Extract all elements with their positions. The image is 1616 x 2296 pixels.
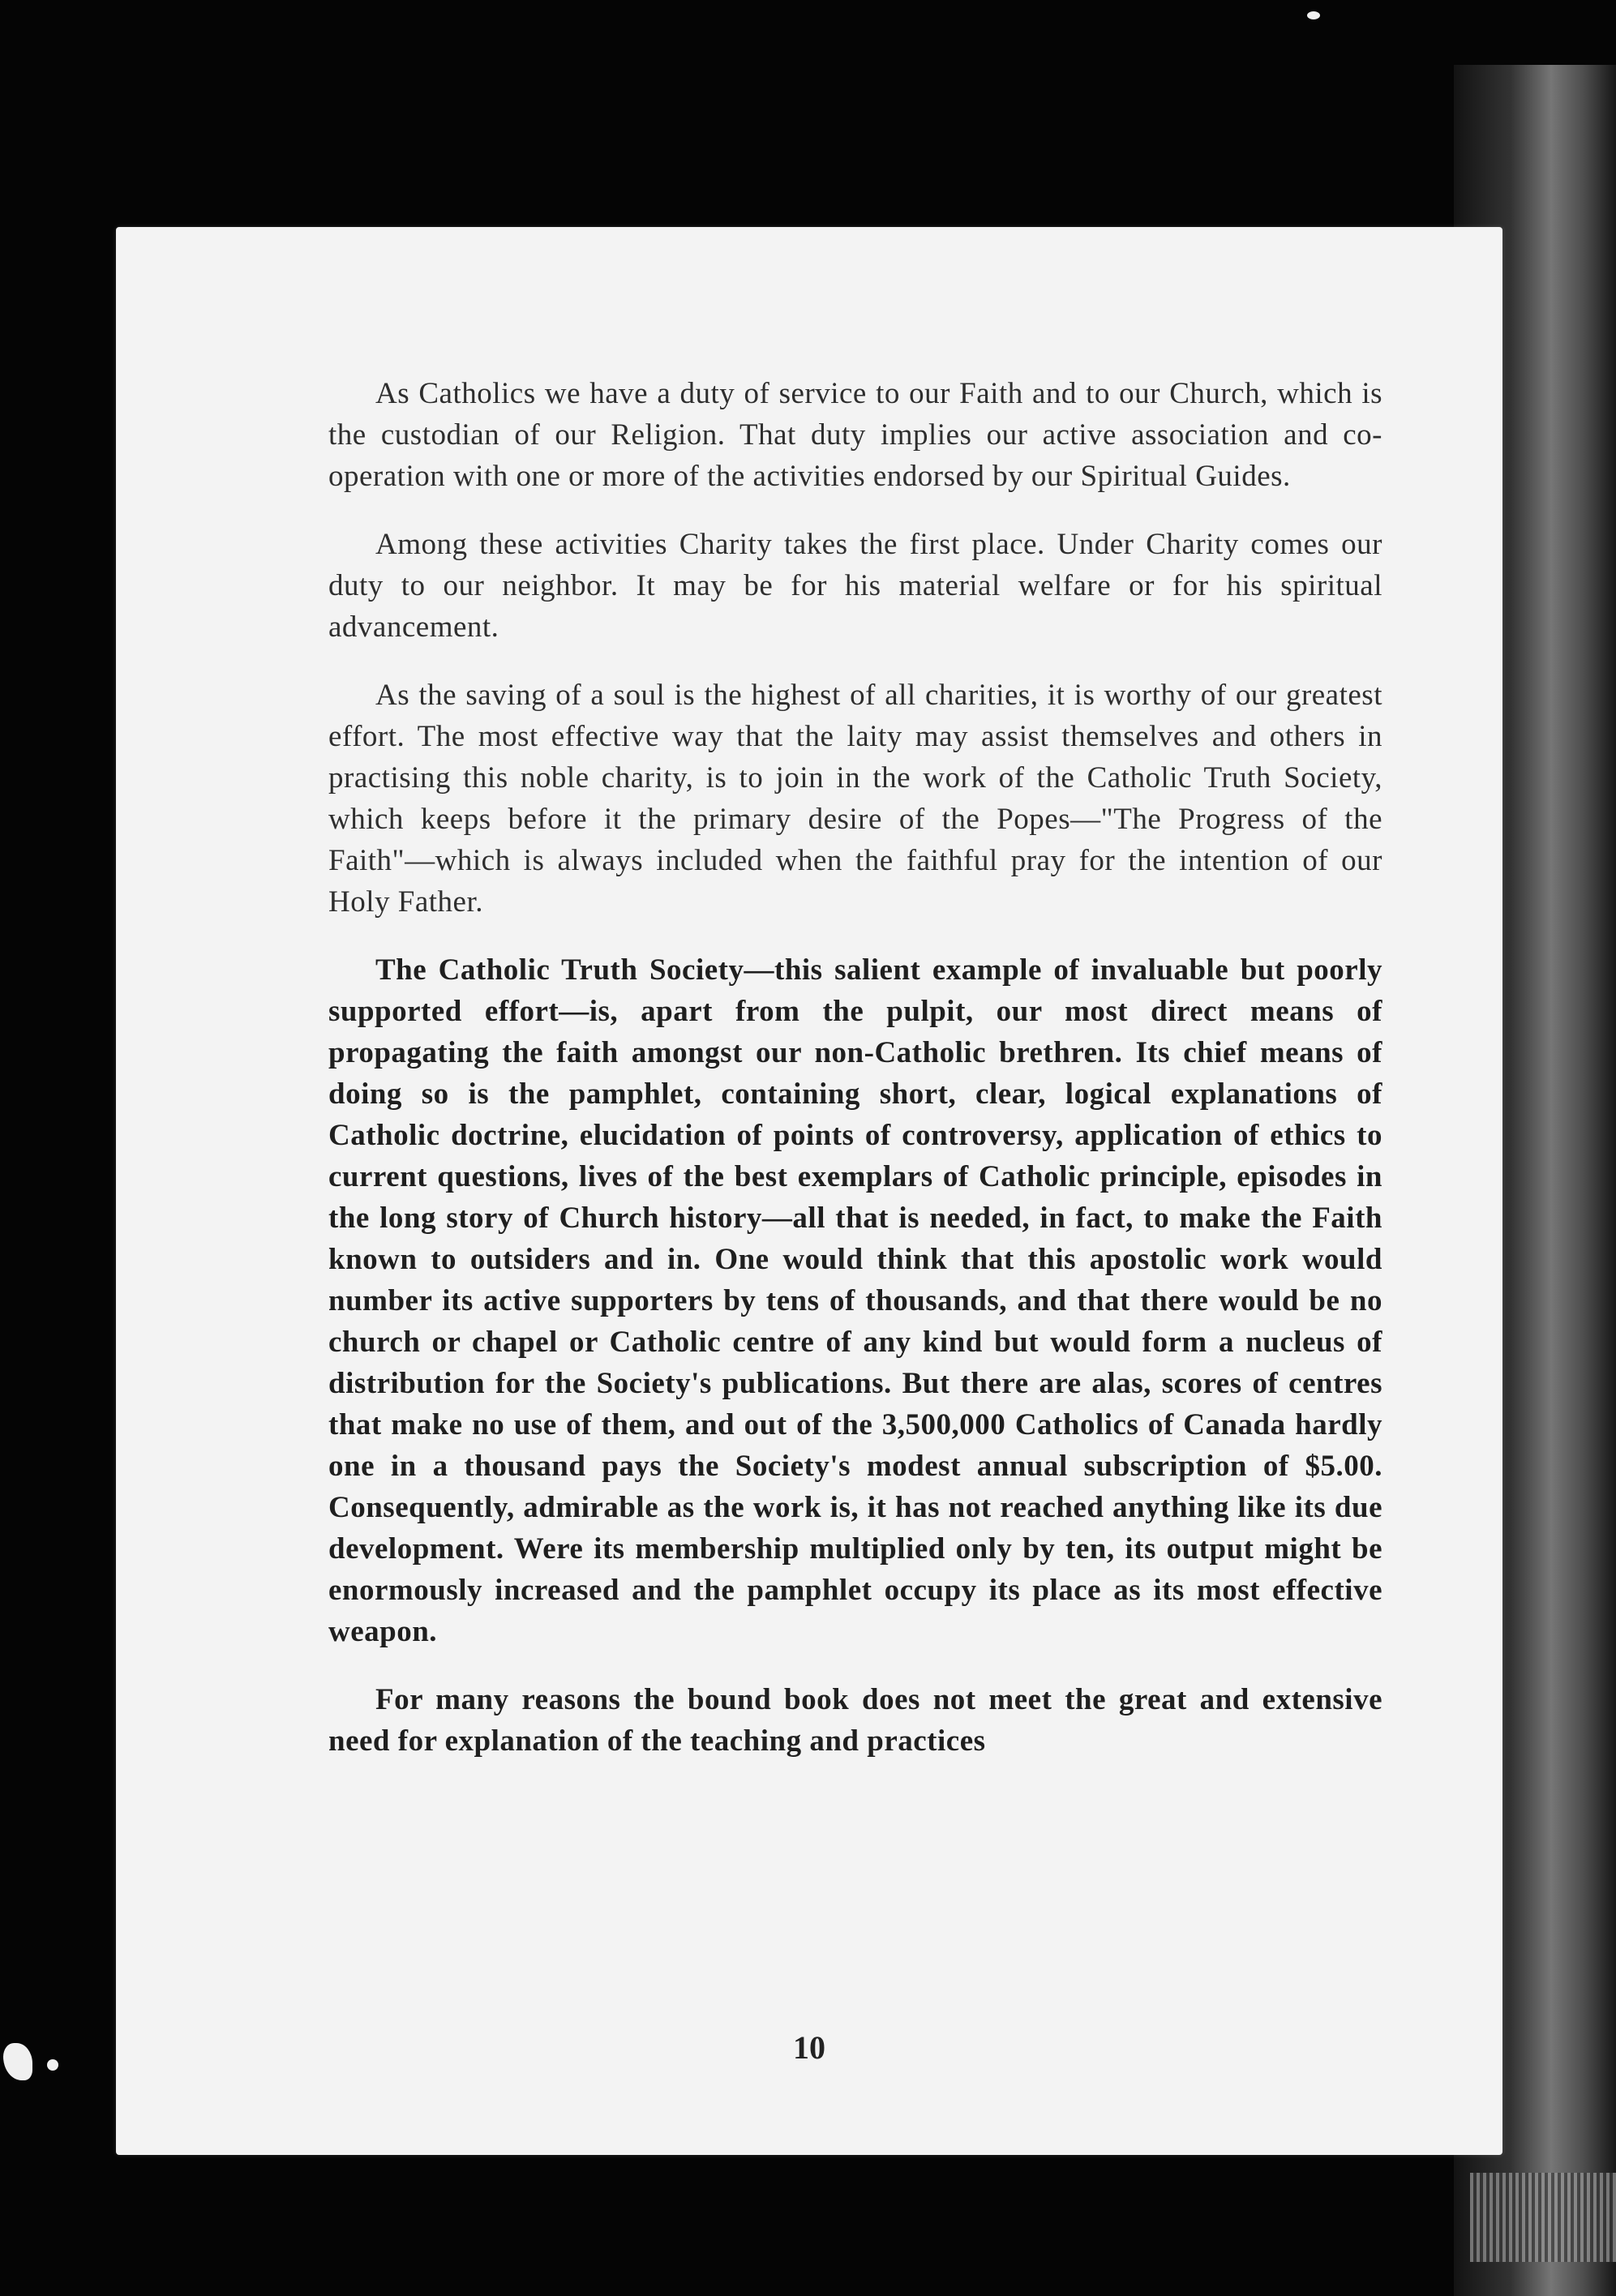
- scan-speck: [1307, 11, 1320, 19]
- scan-edge-band: [1470, 2173, 1616, 2262]
- scan-speck: [3, 2043, 32, 2080]
- document-page: [116, 227, 1502, 2155]
- paragraph: Among these activities Charity takes the first place. Under Charity comes our duty to our neighbor. It may be for his material welfare or for his spiritual advancement.: [328, 528, 1382, 644]
- page-number: 10: [793, 2029, 825, 2066]
- paragraph: As the saving of a soul is the highest of all charities, it is worthy of our greatest effort. The most effective way that the laity may assist themselves and others in practising this noble charity, is to join in the work of the Catholic Truth Society, which keeps before it the primary desire of the Popes—"The Progress of the Faith"—which is always included when the faithful pray for the intention of our Holy Father.: [328, 679, 1382, 919]
- paragraph: For many reasons the bound book does not meet the great and extensive need for explanation of the teaching and practices: [328, 1683, 1382, 1758]
- paragraph: As Catholics we have a duty of service to our Faith and to our Church, which is the custodian of our Religion. That duty implies our active association and co-operation with one or more of the activities endorsed by our Spiritual Guides.: [328, 377, 1382, 493]
- paragraph: The Catholic Truth Society—this salient example of invaluable but poorly supported effort—is, apart from the pulpit, our most direct means of propagating the faith amongst our non-Catholic brethren. Its chief means of doing so is the pamphlet, containing short, clear, logical explanations of Catholic doctrine, elucidation of points of controversy, application of ethics to current questions, lives of the best exemplars of Catholic principle, episodes in the long story of Church history—all that is needed, in fact, to make the Faith known to outsiders and in. One would think that this apostolic work would number its active supporters by tens of thousands, and that there would be no church or chapel or Catholic centre of any kind but would form a nucleus of distribution for the Society's publications. But there are alas, scores of centres that make no use of them, and out of the 3,500,000 Catholics of Canada hardly one in a thousand pays the Society's modest annual subscription of $5.00. Consequently, admirable as the work is, it has not reached anything like its due development. Were its membership multiplied only by ten, its output might be enormously increased and the pamphlet occupy its place as its most effective weapon.: [328, 953, 1382, 1648]
- scan-speck: [47, 2059, 58, 2071]
- body-text: [328, 373, 1382, 1762]
